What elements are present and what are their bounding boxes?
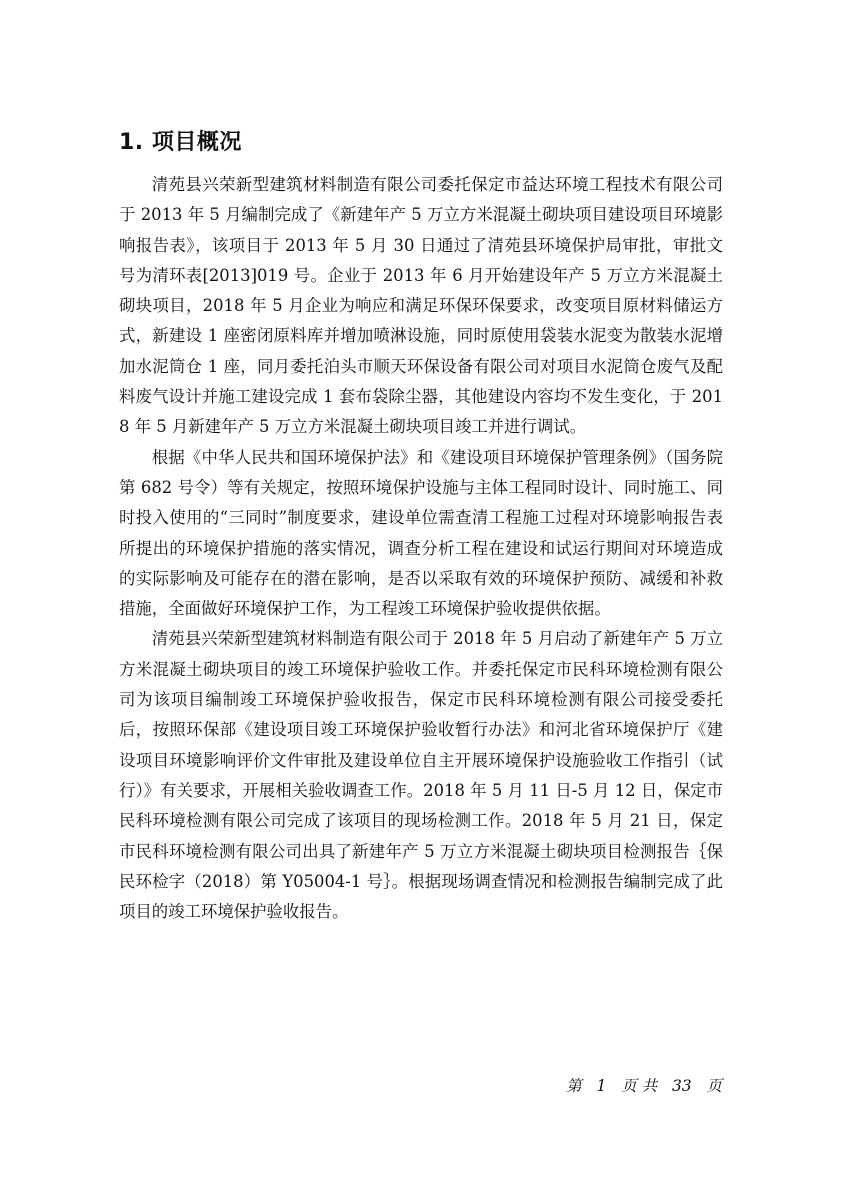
footer-total-pages: 33 [671,1077,692,1095]
body-text [119,170,723,927]
footer-page-number: 1 [596,1077,607,1095]
footer-prefix: 第 [566,1077,582,1095]
footer-suffix: 页 [706,1077,722,1095]
paragraph-project-history: 清苑县兴荣新型建筑材料制造有限公司委托保定市益达环境工程技术有限公司于 2013 年 5 月编制完成了《新建年产 5 万立方米混凝土砌块项目建设项目环境影响报告表》，该项目于 2013 年 5 月 30 日通过了清苑县环境保护局审批，审批文号为清环表[2013]019 号。企业于 2013 年 6 月开始建设年产 5 万立方米混凝土砌块项目，2018 年 5 月企业为响应和满足环保环保要求，改变项目原材料储运方式，新建设 1 座密闭原料库并增加喷淋设施，同时原使用袋装水泥变为散装水泥增加水泥筒仓 1 座，同月委托泊头市顺天环保设备有限公司对项目水泥筒仓废气及配料废气设计并施工建设完成 1 套布袋除尘器，其他建设内容均不发生变化，于 2018 年 5 月新建年产 5 万立方米混凝土砌块项目竣工并进行调试。 [119,175,723,437]
paragraph-acceptance-work: 清苑县兴荣新型建筑材料制造有限公司于 2018 年 5 月启动了新建年产 5 万立方米混凝土砌块项目的竣工环境保护验收工作。并委托保定市民科环境检测有限公司为该项目编制竣工环境保护验收报告，保定市民科环境检测有限公司接受委托后，按照环保部《建设项目竣工环境保护验收暂行办法》和河北省环境保护厅《建设项目环境影响评价文件审批及建设单位自主开展环境保护设施验收工作指引（试行）》有关要求，开展相关验收调查工作。2018 年 5 月 11 日-5 月 12 日，保定市民科环境检测有限公司完成了该项目的现场检测工作。2018 年 5 月 21 日，保定市民科环境检测有限公司出具了新建年产 5 万立方米混凝土砌块项目检测报告｛保民环检字（2018）第 Y05004-1 号｝。根据现场调查情况和检测报告编制完成了此项目的竣工环境保护验收报告。 [119,629,723,922]
footer-middle: 页 共 [621,1077,658,1095]
section-heading: 1. 项目概况 [119,130,242,155]
paragraph-legal-basis: 根据《中华人民共和国环境保护法》和《建设项目环境保护管理条例》（国务院第 682 号令）等有关规定，按照环境保护设施与主体工程同时设计、同时施工、同时投入使用的“三同时”制度要求，建设单位需查清工程施工过程对环境影响报告表所提出的环境保护措施的落实情况，调查分析工程在建设和试运行期间对环境造成的实际影响及可能存在的潜在影响，是否以采取有效的环境保护预防、减缓和补救措施，全面做好环境保护工作，为工程竣工环境保护验收提供依据。 [119,447,723,619]
page-footer [0,1076,722,1096]
